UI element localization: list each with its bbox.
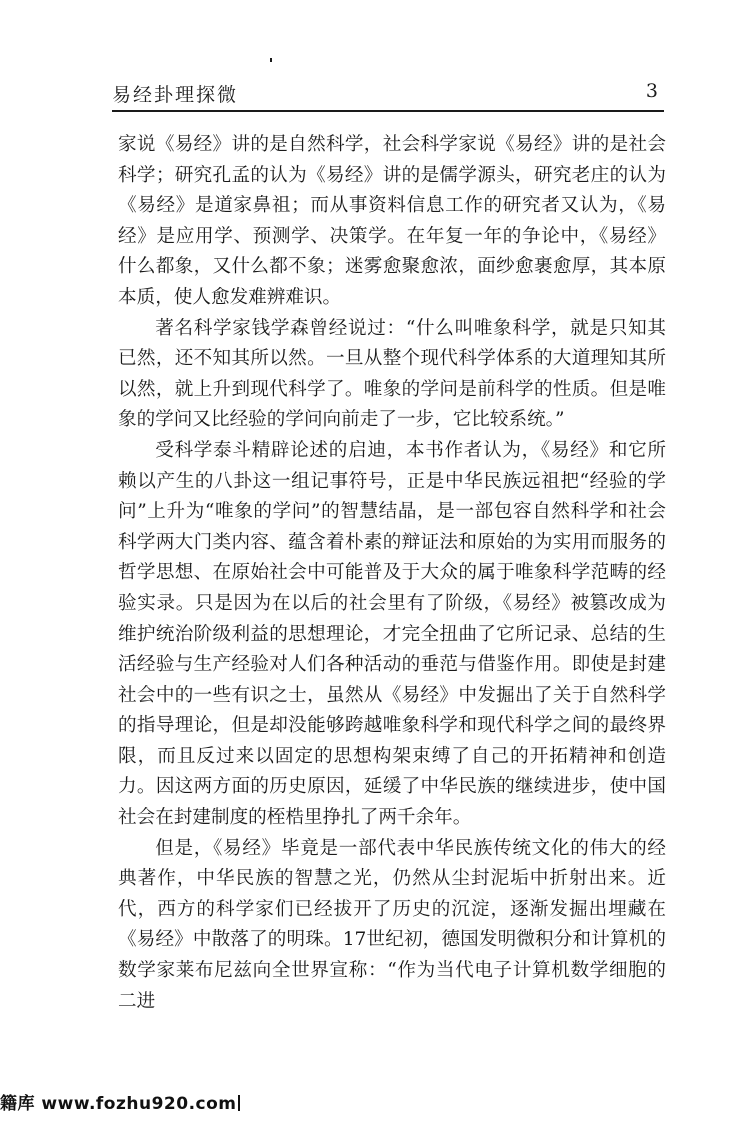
site-watermark bbox=[0, 1089, 240, 1114]
body-text bbox=[118, 130, 666, 1017]
paragraph-3: 受科学泰斗精辟论述的启迪，本书作者认为，《易经》和它所赖以产生的八卦这一组记事符号，正是中华民族远祖把“经验的学问”上升为“唯象的学问”的智慧结晶，是一部包容自然科学和社会科学两大门类内容、蕴含着朴素的辩证法和原始的为实用而服务的哲学思想、在原始社会中可能普及于大众的属于唯象科学范畴的经验实录。只是因为在以后的社会里有了阶级，《易经》被篡改成为维护统治阶级利益的思想理论，才完全扭曲了它所记录、总结的生活经验与生产经验对人们各种活动的垂范与借鉴作用。即使是封建社会中的一些有识之士，虽然从《易经》中发掘出了关于自然科学的指导理论，但是却没能够跨越唯象科学和现代科学之间的最终界限，而且反过来以固定的思想构架束缚了自己的开拓精神和创造力。因这两方面的历史原因，延缓了中华民族的继续进步，使中国社会在封建制度的桎梏里挣扎了两千余年。 bbox=[118, 439, 666, 829]
page-number: 3 bbox=[645, 80, 658, 102]
watermark-text: 籍库 www.fozhu920.com bbox=[0, 1094, 237, 1114]
print-speck bbox=[270, 58, 272, 62]
running-title: 易经卦理探微 bbox=[112, 84, 239, 106]
running-header bbox=[112, 78, 664, 112]
watermark-cursor bbox=[238, 1095, 240, 1111]
paragraph-1: 家说《易经》讲的是自然科学，社会科学家说《易经》讲的是社会科学；研究孔孟的认为《易经》讲的是儒学源头，研究老庄的认为《易经》是道家鼻祖；而从事资料信息工作的研究者又认为，《易经》是应用学、预测学、决策学。在年复一年的争论中，《易经》什么都象，又什么都不象；迷雾愈聚愈浓，面纱愈裹愈厚，其本原本质，使人愈发难辨难识。 bbox=[118, 134, 666, 308]
paragraph-4: 但是，《易经》毕竟是一部代表中华民族传统文化的伟大的经典著作，中华民族的智慧之光，仍然从尘封泥垢中折射出来。近代，西方的科学家们已经拔开了历史的沉淀，逐渐发掘出埋藏在《易经》中散落了的明珠。17世纪初，德国发明微积分和计算机的数学家莱布尼兹向全世界宣称：“作为当代电子计算机数学细胞的二进 bbox=[118, 837, 666, 1012]
paragraph-2: 著名科学家钱学森曾经说过：“什么叫唯象科学，就是只知其已然，还不知其所以然。一旦从整个现代科学体系的大道理知其所以然，就上升到现代科学了。唯象的学问是前科学的性质。但是唯象的学问又比经验的学问向前走了一步，它比较系统。” bbox=[118, 317, 666, 431]
